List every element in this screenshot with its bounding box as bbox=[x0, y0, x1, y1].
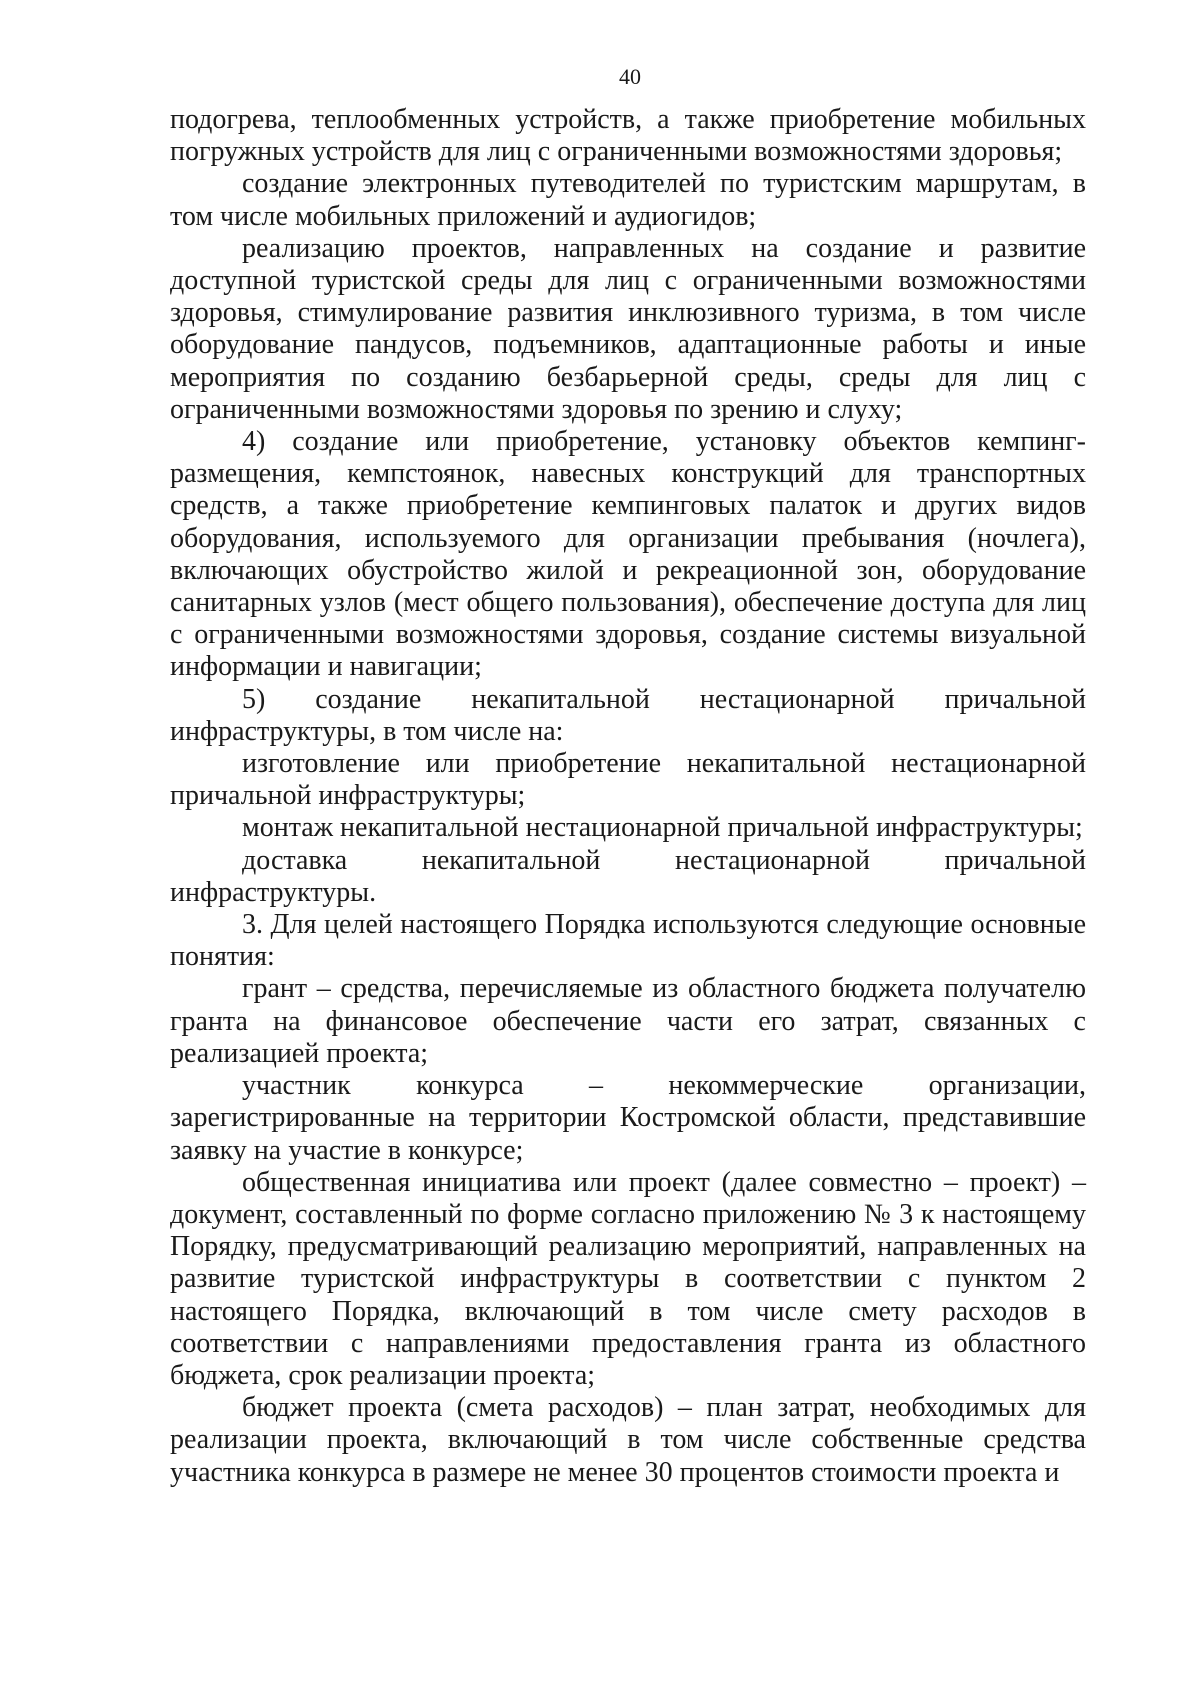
paragraph-section-3: 3. Для целей настоящего Порядка используются следующие основные понятия: bbox=[170, 909, 1086, 973]
paragraph-item-4: 4) создание или приобретение, установку объектов кемпинг-размещения, кемпстоянок, навесных конструкций для транспортных средств, а также приобретение кемпинговых палаток и других видов оборудования, используемого для организации пребывания (ночлега), включающих обустройство жилой и рекреационной зон, оборудование санитарных узлов (мест общего пользования), обеспечение доступа для лиц с ограниченными возможностями здоровья, создание системы визуальной информации и навигации; bbox=[170, 426, 1086, 683]
definition-grant: грант – средства, перечисляемые из областного бюджета получателю гранта на финансовое обеспечение части его затрат, связанных с реализацией проекта; bbox=[170, 973, 1086, 1069]
paragraph: монтаж некапитальной нестационарной причальной инфраструктуры; bbox=[242, 812, 1083, 844]
paragraph: создание электронных путеводителей по туристским маршрутам, в том числе мобильных приложений и аудиогидов; bbox=[170, 168, 1086, 232]
paragraph-continuation: подогрева, теплообменных устройств, а также приобретение мобильных погружных устройств для лиц с ограниченными возможностями здоровья; bbox=[170, 104, 1086, 168]
definition-participant: участник конкурса – некоммерческие организации, зарегистрированные на территории Костромской области, представившие заявку на участие в конкурсе; bbox=[170, 1070, 1086, 1166]
paragraph: реализацию проектов, направленных на создание и развитие доступной туристской среды для лиц с ограниченными возможностями здоровья, стимулирование развития инклюзивного туризма, в том числе оборудование пандусов, подъемников, адаптационные работы и иные мероприятия по созданию безбарьерной среды, среды для лиц с ограниченными возможностями здоровья по зрению и слуху; bbox=[170, 232, 1086, 425]
definition-project: общественная инициатива или проект (далее совместно – проект) – документ, составленный по форме согласно приложению № 3 к настоящему Порядку, предусматривающий реализацию мероприятий, направленных на развитие туристской инфраструктуры в соответствии с пунктом 2 настоящего Порядка, включающий в том числе смету расходов в соответствии с направлениями предоставления гранта из областного бюджета, срок реализации проекта; bbox=[170, 1166, 1086, 1391]
paragraph-item-5: 5) создание некапитальной нестационарной причальной инфраструктуры, в том числе на: bbox=[170, 683, 1086, 747]
paragraph: изготовление или приобретение некапитальной нестационарной причальной инфраструктуры; bbox=[170, 748, 1086, 812]
page-number: 40 bbox=[619, 64, 641, 89]
document-body bbox=[170, 104, 1086, 1489]
paragraph: доставка некапитальной нестационарной причальной инфраструктуры. bbox=[170, 844, 1086, 908]
definition-project-budget: бюджет проекта (смета расходов) – план затрат, необходимых для реализации проекта, включающий в том числе собственные средства участника конкурса в размере не менее 30 процентов стоимости проекта и bbox=[170, 1392, 1086, 1488]
